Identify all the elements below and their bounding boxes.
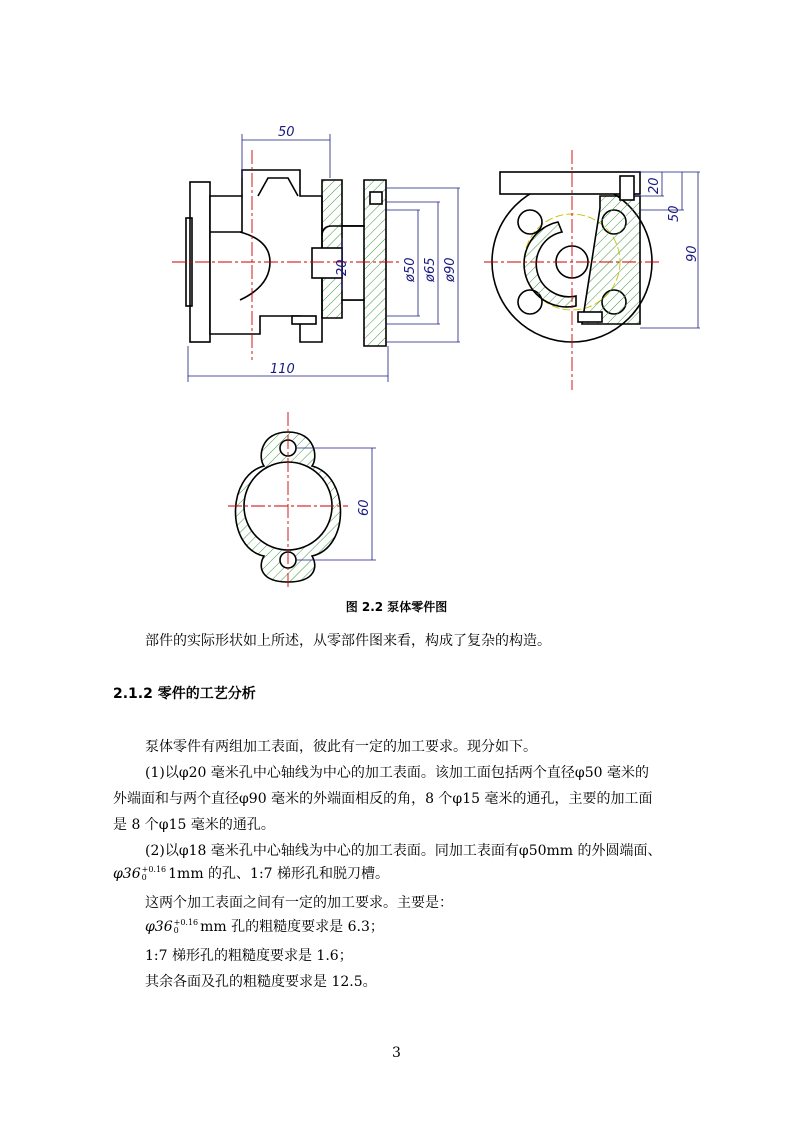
dim-flange-60: 60 bbox=[357, 499, 372, 516]
paragraph-3-line-1: (1)以φ20 毫米孔中心轴线为中心的加工表面。该加工面包括两个直径φ50 毫米的 bbox=[145, 765, 649, 781]
paragraph-1: 部件的实际形状如上所述，从零部件图来看，构成了复杂的构造。 bbox=[145, 633, 551, 649]
paragraph-5: 这两个加工表面之间有一定的加工要求。主要是： bbox=[145, 895, 453, 911]
section-heading: 2.1.2 零件的工艺分析 bbox=[113, 686, 256, 702]
paragraph-6 bbox=[145, 917, 384, 937]
page-number: 3 bbox=[392, 1045, 401, 1061]
tolerance-symbol: φ36 bbox=[113, 866, 141, 882]
dim-side-50: 50 bbox=[667, 205, 682, 222]
dim-phi50: ø50 bbox=[403, 257, 418, 282]
figure-caption: 图 2.2 泵体零件图 bbox=[345, 600, 448, 614]
paragraph-3-line-3: 是 8 个φ15 毫米的通孔。 bbox=[113, 817, 275, 833]
paragraph-2: 泵体零件有两组加工表面，彼此有一定的加工要求。现分如下。 bbox=[145, 739, 537, 755]
dim-phi90: ø90 bbox=[443, 257, 458, 282]
dim-side-90: 90 bbox=[685, 245, 700, 262]
dim-phi65: ø65 bbox=[423, 257, 438, 282]
dim-side-20: 20 bbox=[647, 177, 662, 194]
tolerance-stack: +0.16 0 bbox=[173, 918, 199, 935]
front-section-view bbox=[186, 170, 386, 346]
tolerance-stack: +0.16 0 bbox=[141, 865, 167, 882]
tolerance-symbol: φ36 bbox=[145, 919, 173, 935]
dim-110: 110 bbox=[270, 362, 295, 377]
paragraph-8: 其余各面及孔的粗糙度要求是 12.5。 bbox=[145, 974, 377, 990]
paragraph-4-line-1: (2)以φ18 毫米孔中心轴线为中心的加工表面。同加工表面有φ50mm 的外圆端面、 bbox=[145, 843, 662, 859]
paragraph-4-line-2 bbox=[113, 864, 389, 884]
paragraph-6-text: mm 孔的粗糙度要求是 6.3； bbox=[200, 919, 384, 935]
paragraph-7: 1:7 梯形孔的粗糙度要求是 1.6； bbox=[145, 948, 353, 964]
dim-50-top: 50 bbox=[278, 125, 295, 140]
paragraph-4-text: 1mm 的孔、1:7 梯形孔和脱刀槽。 bbox=[168, 866, 390, 882]
dim-20: 20 bbox=[335, 259, 350, 276]
paragraph-3-line-2: 外端面和与两个直径φ90 毫米的外端面相反的角，8 个φ15 毫米的通孔，主要的加工面 bbox=[113, 791, 653, 807]
